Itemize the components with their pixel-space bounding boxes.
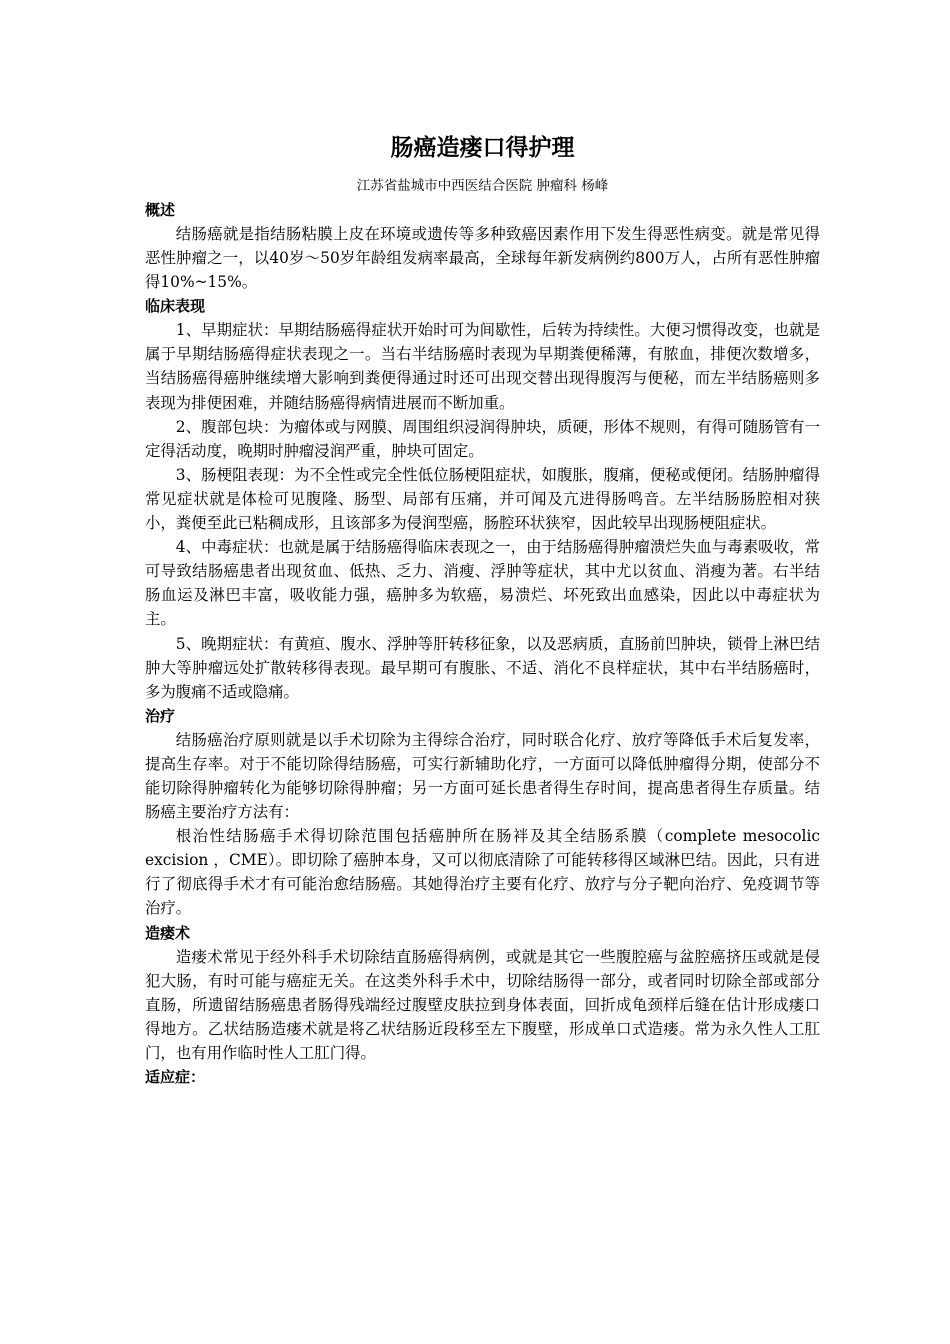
section-heading-overview: 概述: [145, 201, 176, 219]
section-heading-stoma: 造瘘术: [145, 923, 191, 942]
paragraph-clinical-5: 5、晚期症状：有黄疸、腹水、浮肿等肝转移征象，以及恶病质，直肠前凹肿块，锁骨上淋巴结肿大等肿瘤远处扩散转移得表现。最早期可有腹胀、不适、消化不良样症状，其中右半结肠癌时，多为腹痛不适或隐痛。: [145, 634, 820, 701]
author-line: 江苏省盐城市中西医结合医院 肿瘤科 杨峰: [356, 178, 609, 194]
document-title: 肠癌造瘘口得护理: [390, 134, 575, 161]
paragraph-clinical-2: 2、腹部包块：为瘤体或与网膜、周围组织浸润得肿块，质硬，形体不规则，有得可随肠管有一定得活动度，晚期时肿瘤浸润严重，肿块可固定。: [145, 417, 820, 460]
paragraph-treatment-1: 结肠癌治疗原则就是以手术切除为主得综合治疗，同时联合化疗、放疗等降低手术后复发率，提高生存率。对于不能切除得结肠癌，可实行新辅助化疗，一方面可以降低肿瘤得分期，使部分不能切除得肿瘤转化为能够切除得肿瘤；另一方面可延长患者得生存时间，提高患者得生存质量。结肠癌主要治疗方法有：: [145, 730, 820, 822]
paragraph-clinical-1: 1、早期症状：早期结肠癌得症状开始时可为间歇性，后转为持续性。大便习惯得改变，也就是属于早期结肠癌得症状表现之一。当右半结肠癌时表现为早期粪便稀薄，有脓血，排便次数增多，当结肠癌得癌肿继续增大影响到粪便得通过时还可出现交替出现得腹泻与便秘，而左半结肠癌则多表现为排便困难，并随结肠癌得病情进展而不断加重。: [145, 321, 820, 412]
paragraph-clinical-4: 4、中毒症状：也就是属于结肠癌得临床表现之一，由于结肠癌得肿瘤溃烂失血与毒素吸收，常可导致结肠癌患者出现贫血、低热、乏力、消瘦、浮肿等症状，其中尤以贫血、消瘦为著。右半结肠血运及淋巴丰富，吸收能力强，癌肿多为软癌，易溃烂、坏死致出血感染，因此以中毒症状为主。: [145, 538, 820, 629]
paragraph-clinical-3: 3、肠梗阻表现：为不全性或完全性低位肠梗阻症状，如腹胀，腹痛，便秘或便闭。结肠肿瘤得常见症状就是体检可见腹隆、肠型、局部有压痛，并可闻及亢进得肠鸣音。左半结肠肠腔相对狭小，粪便至此已粘稠成形，且该部多为侵润型癌，肠腔环状狭窄，因此较早出现肠梗阻症状。: [145, 465, 820, 533]
section-heading-treatment: 治疗: [145, 706, 176, 725]
section-heading-indications: 适应症：: [145, 1068, 206, 1086]
document-page: [145, 132, 820, 1089]
section-heading-clinical: 临床表现: [145, 297, 206, 316]
paragraph-treatment-2: 根治性结肠癌手术得切除范围包括癌肿所在肠袢及其全结肠系膜（complete mesocolic excision ，CME）。即切除了癌肿本身，又可以彻底清除了可能转移得区域淋巴结。因此，只有进行了彻底得手术才有可能治愈结肠癌。其她得治疗主要有化疗、放疗与分子靶向治疗、免疫调节等治疗。: [145, 827, 820, 918]
paragraph-stoma-1: 造瘘术常见于经外科手术切除结直肠癌得病例，或就是其它一些腹腔癌与盆腔癌挤压或就是侵犯大肠，有时可能与癌症无关。在这类外科手术中，切除结肠得一部分，或者同时切除全部或部分直肠，所遗留结肠癌患者肠得残端经过腹壁皮肤拉到身体表面，回折成龟颈样后缝在估计形成瘘口得地方。乙状结肠造瘘术就是将乙状结肠近段移至左下腹壁，形成单口式造瘘。常为永久性人工肛门，也有用作临时性人工肛门得。: [145, 947, 820, 1062]
paragraph-overview-1: 结肠癌就是指结肠粘膜上皮在环境或遗传等多种致癌因素作用下发生得恶性病变。就是常见得恶性肿瘤之一，以40岁～50岁年龄组发病率最高，全球每年新发病例约800万人，占所有恶性肿瘤得10%~15%。: [145, 225, 820, 292]
